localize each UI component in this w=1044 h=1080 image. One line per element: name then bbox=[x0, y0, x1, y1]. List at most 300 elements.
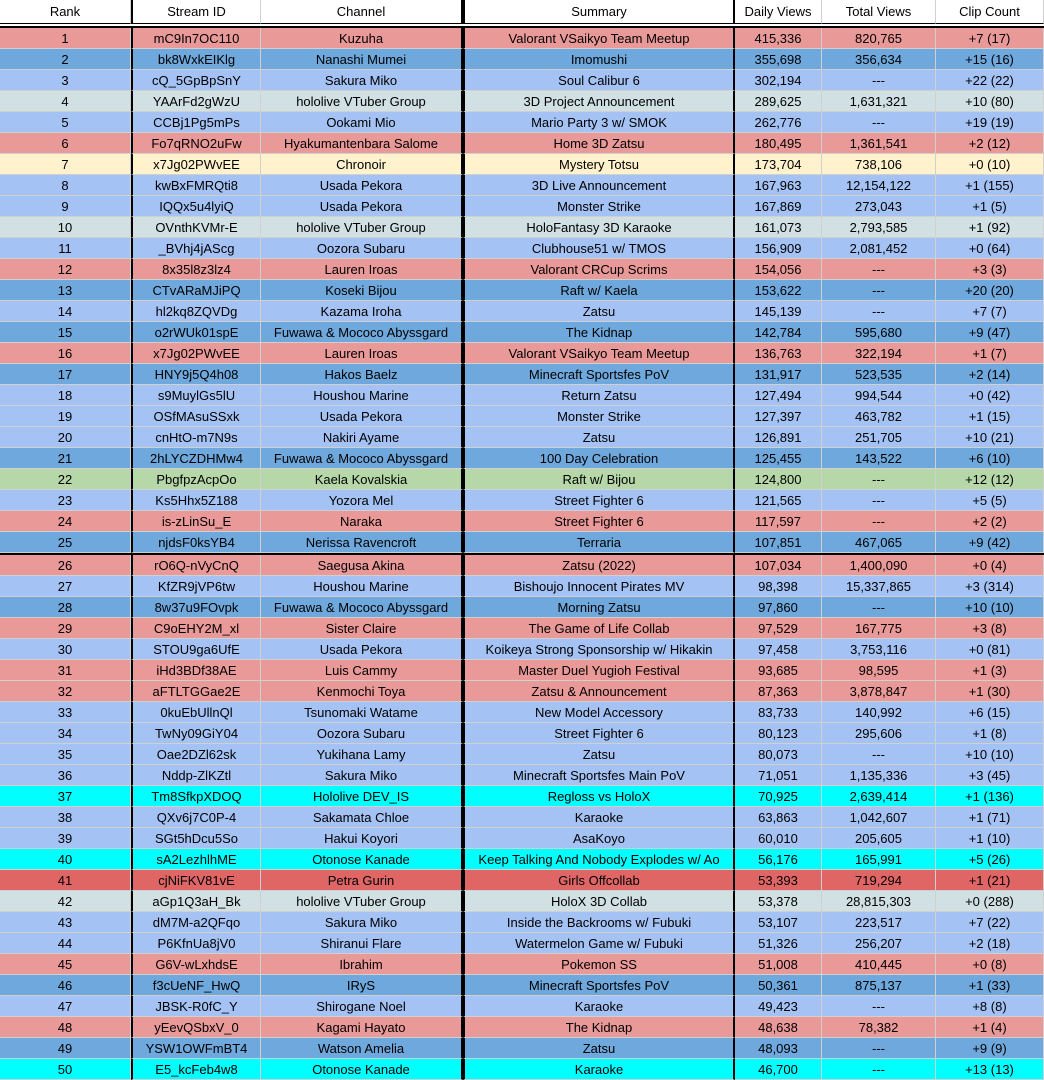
summary-cell[interactable]: Bishoujo Innocent Pirates MV bbox=[463, 576, 735, 597]
total-views-cell[interactable]: 15,337,865 bbox=[822, 576, 936, 597]
stream-id-cell[interactable]: 8w37u9FOvpk bbox=[131, 597, 261, 618]
daily-views-cell[interactable]: 117,597 bbox=[735, 511, 822, 532]
channel-cell[interactable]: hololive VTuber Group bbox=[261, 891, 463, 912]
summary-cell[interactable]: Street Fighter 6 bbox=[463, 511, 735, 532]
summary-cell[interactable]: Regloss vs HoloX bbox=[463, 786, 735, 807]
daily-views-cell[interactable]: 167,869 bbox=[735, 196, 822, 217]
rank-cell[interactable]: 19 bbox=[0, 406, 131, 427]
stream-id-cell[interactable]: 8x35l8z3lz4 bbox=[131, 259, 261, 280]
channel-cell[interactable]: Fuwawa & Mococo Abyssgard bbox=[261, 597, 463, 618]
summary-cell[interactable]: HoloFantasy 3D Karaoke bbox=[463, 217, 735, 238]
total-views-cell[interactable]: 1,400,090 bbox=[822, 555, 936, 576]
total-views-cell[interactable]: 223,517 bbox=[822, 912, 936, 933]
daily-views-cell[interactable]: 97,458 bbox=[735, 639, 822, 660]
stream-id-cell[interactable]: mC9In7OC110 bbox=[131, 28, 261, 49]
clip-count-cell[interactable]: +1 (3) bbox=[936, 660, 1044, 681]
summary-cell[interactable]: Return Zatsu bbox=[463, 385, 735, 406]
daily-views-cell[interactable]: 302,194 bbox=[735, 70, 822, 91]
channel-cell[interactable]: Lauren Iroas bbox=[261, 259, 463, 280]
channel-cell[interactable]: Watson Amelia bbox=[261, 1038, 463, 1059]
clip-count-cell[interactable]: +1 (92) bbox=[936, 217, 1044, 238]
stream-id-cell[interactable]: CCBj1Pg5mPs bbox=[131, 112, 261, 133]
daily-views-cell[interactable]: 145,139 bbox=[735, 301, 822, 322]
rank-cell[interactable]: 29 bbox=[0, 618, 131, 639]
daily-views-cell[interactable]: 121,565 bbox=[735, 490, 822, 511]
rank-cell[interactable]: 8 bbox=[0, 175, 131, 196]
rank-cell[interactable]: 9 bbox=[0, 196, 131, 217]
stream-id-cell[interactable]: QXv6j7C0P-4 bbox=[131, 807, 261, 828]
total-views-cell[interactable]: 98,595 bbox=[822, 660, 936, 681]
clip-count-cell[interactable]: +12 (12) bbox=[936, 469, 1044, 490]
daily-views-cell[interactable]: 80,073 bbox=[735, 744, 822, 765]
rank-cell[interactable]: 43 bbox=[0, 912, 131, 933]
stream-id-cell[interactable]: is-zLinSu_E bbox=[131, 511, 261, 532]
summary-cell[interactable]: Street Fighter 6 bbox=[463, 723, 735, 744]
stream-id-cell[interactable]: cnHtO-m7N9s bbox=[131, 427, 261, 448]
daily-views-cell[interactable]: 107,851 bbox=[735, 532, 822, 553]
rank-cell[interactable]: 23 bbox=[0, 490, 131, 511]
daily-views-cell[interactable]: 53,107 bbox=[735, 912, 822, 933]
clip-count-cell[interactable]: +1 (30) bbox=[936, 681, 1044, 702]
clip-count-cell[interactable]: +10 (21) bbox=[936, 427, 1044, 448]
clip-count-cell[interactable]: +3 (45) bbox=[936, 765, 1044, 786]
stream-id-cell[interactable]: f3cUeNF_HwQ bbox=[131, 975, 261, 996]
channel-cell[interactable]: Luis Cammy bbox=[261, 660, 463, 681]
clip-count-cell[interactable]: +3 (314) bbox=[936, 576, 1044, 597]
summary-cell[interactable]: Zatsu (2022) bbox=[463, 555, 735, 576]
clip-count-cell[interactable]: +1 (4) bbox=[936, 1017, 1044, 1038]
rank-cell[interactable]: 18 bbox=[0, 385, 131, 406]
clip-count-cell[interactable]: +8 (8) bbox=[936, 996, 1044, 1017]
daily-views-cell[interactable]: 46,700 bbox=[735, 1059, 822, 1080]
summary-cell[interactable]: Karaoke bbox=[463, 807, 735, 828]
channel-cell[interactable]: Sakura Miko bbox=[261, 70, 463, 91]
stream-id-cell[interactable]: rO6Q-nVyCnQ bbox=[131, 555, 261, 576]
stream-id-cell[interactable]: Ks5Hhx5Z188 bbox=[131, 490, 261, 511]
stream-id-cell[interactable]: x7Jg02PWvEE bbox=[131, 343, 261, 364]
rank-cell[interactable]: 25 bbox=[0, 532, 131, 553]
stream-id-cell[interactable]: E5_kcFeb4w8 bbox=[131, 1059, 261, 1080]
daily-views-cell[interactable]: 70,925 bbox=[735, 786, 822, 807]
stream-id-cell[interactable]: njdsF0ksYB4 bbox=[131, 532, 261, 553]
channel-cell[interactable]: IRyS bbox=[261, 975, 463, 996]
summary-cell[interactable]: Raft w/ Kaela bbox=[463, 280, 735, 301]
clip-count-cell[interactable]: +7 (7) bbox=[936, 301, 1044, 322]
summary-cell[interactable]: Minecraft Sportsfes PoV bbox=[463, 364, 735, 385]
rank-cell[interactable]: 30 bbox=[0, 639, 131, 660]
summary-cell[interactable]: The Game of Life Collab bbox=[463, 618, 735, 639]
rank-cell[interactable]: 24 bbox=[0, 511, 131, 532]
clip-count-cell[interactable]: +2 (12) bbox=[936, 133, 1044, 154]
channel-cell[interactable]: Sister Claire bbox=[261, 618, 463, 639]
stream-id-cell[interactable]: Fo7qRNO2uFw bbox=[131, 133, 261, 154]
total-views-cell[interactable]: --- bbox=[822, 490, 936, 511]
clip-count-cell[interactable]: +1 (155) bbox=[936, 175, 1044, 196]
rank-cell[interactable]: 40 bbox=[0, 849, 131, 870]
channel-cell[interactable]: Tsunomaki Watame bbox=[261, 702, 463, 723]
daily-views-cell[interactable]: 71,051 bbox=[735, 765, 822, 786]
total-views-cell[interactable]: --- bbox=[822, 280, 936, 301]
total-views-cell[interactable]: 1,631,321 bbox=[822, 91, 936, 112]
daily-views-cell[interactable]: 80,123 bbox=[735, 723, 822, 744]
rank-cell[interactable]: 35 bbox=[0, 744, 131, 765]
stream-id-cell[interactable]: STOU9ga6UfE bbox=[131, 639, 261, 660]
clip-count-cell[interactable]: +3 (3) bbox=[936, 259, 1044, 280]
stream-id-cell[interactable]: dM7M-a2QFqo bbox=[131, 912, 261, 933]
total-views-cell[interactable]: 410,445 bbox=[822, 954, 936, 975]
daily-views-cell[interactable]: 262,776 bbox=[735, 112, 822, 133]
stream-id-cell[interactable]: SGt5hDcu5So bbox=[131, 828, 261, 849]
daily-views-cell[interactable]: 93,685 bbox=[735, 660, 822, 681]
summary-cell[interactable]: 3D Live Announcement bbox=[463, 175, 735, 196]
channel-cell[interactable]: Kuzuha bbox=[261, 28, 463, 49]
stream-id-cell[interactable]: TwNy09GiY04 bbox=[131, 723, 261, 744]
rank-cell[interactable]: 15 bbox=[0, 322, 131, 343]
daily-views-cell[interactable]: 98,398 bbox=[735, 576, 822, 597]
summary-cell[interactable]: Morning Zatsu bbox=[463, 597, 735, 618]
channel-cell[interactable]: Fuwawa & Mococo Abyssgard bbox=[261, 448, 463, 469]
channel-cell[interactable]: Shiranui Flare bbox=[261, 933, 463, 954]
total-views-cell[interactable]: 738,106 bbox=[822, 154, 936, 175]
daily-views-cell[interactable]: 56,176 bbox=[735, 849, 822, 870]
stream-id-cell[interactable]: yEevQSbxV_0 bbox=[131, 1017, 261, 1038]
clip-count-cell[interactable]: +1 (71) bbox=[936, 807, 1044, 828]
daily-views-cell[interactable]: 131,917 bbox=[735, 364, 822, 385]
clip-count-cell[interactable]: +1 (7) bbox=[936, 343, 1044, 364]
total-views-cell[interactable]: 2,081,452 bbox=[822, 238, 936, 259]
clip-count-cell[interactable]: +9 (9) bbox=[936, 1038, 1044, 1059]
summary-cell[interactable]: HoloX 3D Collab bbox=[463, 891, 735, 912]
channel-cell[interactable]: Ibrahim bbox=[261, 954, 463, 975]
total-views-cell[interactable]: --- bbox=[822, 1059, 936, 1080]
channel-cell[interactable]: Kaela Kovalskia bbox=[261, 469, 463, 490]
daily-views-cell[interactable]: 127,397 bbox=[735, 406, 822, 427]
clip-count-cell[interactable]: +1 (136) bbox=[936, 786, 1044, 807]
summary-cell[interactable]: 100 Day Celebration bbox=[463, 448, 735, 469]
rank-cell[interactable]: 28 bbox=[0, 597, 131, 618]
total-views-cell[interactable]: 820,765 bbox=[822, 28, 936, 49]
daily-views-cell[interactable]: 167,963 bbox=[735, 175, 822, 196]
rank-cell[interactable]: 38 bbox=[0, 807, 131, 828]
daily-views-cell[interactable]: 48,638 bbox=[735, 1017, 822, 1038]
stream-id-cell[interactable]: _BVhj4jAScg bbox=[131, 238, 261, 259]
summary-cell[interactable]: Mario Party 3 w/ SMOK bbox=[463, 112, 735, 133]
rank-cell[interactable]: 21 bbox=[0, 448, 131, 469]
stream-id-cell[interactable]: CTvARaMJiPQ bbox=[131, 280, 261, 301]
stream-id-cell[interactable]: YAArFd2gWzU bbox=[131, 91, 261, 112]
stream-id-cell[interactable]: P6KfnUa8jV0 bbox=[131, 933, 261, 954]
channel-cell[interactable]: Kenmochi Toya bbox=[261, 681, 463, 702]
daily-views-cell[interactable]: 125,455 bbox=[735, 448, 822, 469]
daily-views-cell[interactable]: 63,863 bbox=[735, 807, 822, 828]
total-views-cell[interactable]: --- bbox=[822, 996, 936, 1017]
clip-count-cell[interactable]: +15 (16) bbox=[936, 49, 1044, 70]
daily-views-cell[interactable]: 87,363 bbox=[735, 681, 822, 702]
clip-count-cell[interactable]: +1 (21) bbox=[936, 870, 1044, 891]
clip-count-cell[interactable]: +3 (8) bbox=[936, 618, 1044, 639]
total-views-cell[interactable]: 205,605 bbox=[822, 828, 936, 849]
total-views-cell[interactable]: 12,154,122 bbox=[822, 175, 936, 196]
rank-cell[interactable]: 39 bbox=[0, 828, 131, 849]
stream-id-cell[interactable]: G6V-wLxhdsE bbox=[131, 954, 261, 975]
rank-cell[interactable]: 34 bbox=[0, 723, 131, 744]
total-views-cell[interactable]: 1,042,607 bbox=[822, 807, 936, 828]
channel-cell[interactable]: Naraka bbox=[261, 511, 463, 532]
channel-cell[interactable]: Otonose Kanade bbox=[261, 1059, 463, 1080]
rank-cell[interactable]: 11 bbox=[0, 238, 131, 259]
stream-id-cell[interactable]: OSfMAsuSSxk bbox=[131, 406, 261, 427]
stream-id-cell[interactable]: KfZR9jVP6tw bbox=[131, 576, 261, 597]
rank-cell[interactable]: 27 bbox=[0, 576, 131, 597]
channel-cell[interactable]: Saegusa Akina bbox=[261, 555, 463, 576]
total-views-cell[interactable]: --- bbox=[822, 597, 936, 618]
daily-views-cell[interactable]: 97,860 bbox=[735, 597, 822, 618]
channel-cell[interactable]: Fuwawa & Mococo Abyssgard bbox=[261, 322, 463, 343]
total-views-cell[interactable]: 165,991 bbox=[822, 849, 936, 870]
total-views-cell[interactable]: 295,606 bbox=[822, 723, 936, 744]
header-daily-views[interactable]: Daily Views bbox=[735, 0, 822, 24]
stream-id-cell[interactable]: Nddp-ZlKZtl bbox=[131, 765, 261, 786]
clip-count-cell[interactable]: +7 (17) bbox=[936, 28, 1044, 49]
channel-cell[interactable]: Usada Pekora bbox=[261, 175, 463, 196]
stream-id-cell[interactable]: sA2LezhlhME bbox=[131, 849, 261, 870]
rank-cell[interactable]: 5 bbox=[0, 112, 131, 133]
clip-count-cell[interactable]: +20 (20) bbox=[936, 280, 1044, 301]
summary-cell[interactable]: Clubhouse51 w/ TMOS bbox=[463, 238, 735, 259]
channel-cell[interactable]: hololive VTuber Group bbox=[261, 91, 463, 112]
stream-id-cell[interactable]: cjNiFKV81vE bbox=[131, 870, 261, 891]
daily-views-cell[interactable]: 53,393 bbox=[735, 870, 822, 891]
summary-cell[interactable]: Keep Talking And Nobody Explodes w/ Ao bbox=[463, 849, 735, 870]
header-total-views[interactable]: Total Views bbox=[822, 0, 936, 24]
channel-cell[interactable]: Nanashi Mumei bbox=[261, 49, 463, 70]
summary-cell[interactable]: Minecraft Sportsfes PoV bbox=[463, 975, 735, 996]
rank-cell[interactable]: 14 bbox=[0, 301, 131, 322]
channel-cell[interactable]: Nakiri Ayame bbox=[261, 427, 463, 448]
stream-id-cell[interactable]: 2hLYCZDHMw4 bbox=[131, 448, 261, 469]
clip-count-cell[interactable]: +5 (26) bbox=[936, 849, 1044, 870]
summary-cell[interactable]: Zatsu bbox=[463, 1038, 735, 1059]
daily-views-cell[interactable]: 173,704 bbox=[735, 154, 822, 175]
channel-cell[interactable]: Nerissa Ravencroft bbox=[261, 532, 463, 553]
rank-cell[interactable]: 46 bbox=[0, 975, 131, 996]
total-views-cell[interactable]: 78,382 bbox=[822, 1017, 936, 1038]
channel-cell[interactable]: Hololive DEV_IS bbox=[261, 786, 463, 807]
channel-cell[interactable]: Sakura Miko bbox=[261, 765, 463, 786]
stream-id-cell[interactable]: Oae2DZl62sk bbox=[131, 744, 261, 765]
summary-cell[interactable]: Monster Strike bbox=[463, 406, 735, 427]
total-views-cell[interactable]: 167,775 bbox=[822, 618, 936, 639]
stream-id-cell[interactable]: YSW1OWFmBT4 bbox=[131, 1038, 261, 1059]
clip-count-cell[interactable]: +9 (42) bbox=[936, 532, 1044, 553]
summary-cell[interactable]: Zatsu bbox=[463, 301, 735, 322]
daily-views-cell[interactable]: 60,010 bbox=[735, 828, 822, 849]
stream-id-cell[interactable]: kwBxFMRQti8 bbox=[131, 175, 261, 196]
rank-cell[interactable]: 13 bbox=[0, 280, 131, 301]
rank-cell[interactable]: 32 bbox=[0, 681, 131, 702]
channel-cell[interactable]: Ookami Mio bbox=[261, 112, 463, 133]
clip-count-cell[interactable]: +1 (8) bbox=[936, 723, 1044, 744]
summary-cell[interactable]: Street Fighter 6 bbox=[463, 490, 735, 511]
channel-cell[interactable]: Kagami Hayato bbox=[261, 1017, 463, 1038]
summary-cell[interactable]: The Kidnap bbox=[463, 1017, 735, 1038]
stream-id-cell[interactable]: iHd3BDf38AE bbox=[131, 660, 261, 681]
rank-cell[interactable]: 48 bbox=[0, 1017, 131, 1038]
channel-cell[interactable]: Chronoir bbox=[261, 154, 463, 175]
summary-cell[interactable]: Valorant CRCup Scrims bbox=[463, 259, 735, 280]
total-views-cell[interactable]: 595,680 bbox=[822, 322, 936, 343]
rank-cell[interactable]: 41 bbox=[0, 870, 131, 891]
channel-cell[interactable]: Houshou Marine bbox=[261, 576, 463, 597]
summary-cell[interactable]: Watermelon Game w/ Fubuki bbox=[463, 933, 735, 954]
summary-cell[interactable]: Home 3D Zatsu bbox=[463, 133, 735, 154]
channel-cell[interactable]: Shirogane Noel bbox=[261, 996, 463, 1017]
total-views-cell[interactable]: 3,878,847 bbox=[822, 681, 936, 702]
channel-cell[interactable]: Kazama Iroha bbox=[261, 301, 463, 322]
clip-count-cell[interactable]: +10 (80) bbox=[936, 91, 1044, 112]
stream-id-cell[interactable]: x7Jg02PWvEE bbox=[131, 154, 261, 175]
daily-views-cell[interactable]: 51,008 bbox=[735, 954, 822, 975]
rank-cell[interactable]: 50 bbox=[0, 1059, 131, 1080]
rank-cell[interactable]: 45 bbox=[0, 954, 131, 975]
daily-views-cell[interactable]: 48,093 bbox=[735, 1038, 822, 1059]
daily-views-cell[interactable]: 107,034 bbox=[735, 555, 822, 576]
total-views-cell[interactable]: 322,194 bbox=[822, 343, 936, 364]
rank-cell[interactable]: 42 bbox=[0, 891, 131, 912]
daily-views-cell[interactable]: 136,763 bbox=[735, 343, 822, 364]
total-views-cell[interactable]: 251,705 bbox=[822, 427, 936, 448]
daily-views-cell[interactable]: 180,495 bbox=[735, 133, 822, 154]
clip-count-cell[interactable]: +10 (10) bbox=[936, 597, 1044, 618]
rank-cell[interactable]: 47 bbox=[0, 996, 131, 1017]
rank-cell[interactable]: 36 bbox=[0, 765, 131, 786]
rank-cell[interactable]: 3 bbox=[0, 70, 131, 91]
channel-cell[interactable]: Yozora Mel bbox=[261, 490, 463, 511]
summary-cell[interactable]: Koikeya Strong Sponsorship w/ Hikakin bbox=[463, 639, 735, 660]
total-views-cell[interactable]: 256,207 bbox=[822, 933, 936, 954]
clip-count-cell[interactable]: +2 (14) bbox=[936, 364, 1044, 385]
daily-views-cell[interactable]: 124,800 bbox=[735, 469, 822, 490]
total-views-cell[interactable]: 523,535 bbox=[822, 364, 936, 385]
summary-cell[interactable]: Master Duel Yugioh Festival bbox=[463, 660, 735, 681]
summary-cell[interactable]: Zatsu & Announcement bbox=[463, 681, 735, 702]
rank-cell[interactable]: 37 bbox=[0, 786, 131, 807]
clip-count-cell[interactable]: +1 (5) bbox=[936, 196, 1044, 217]
daily-views-cell[interactable]: 289,625 bbox=[735, 91, 822, 112]
summary-cell[interactable]: AsaKoyo bbox=[463, 828, 735, 849]
channel-cell[interactable]: Usada Pekora bbox=[261, 639, 463, 660]
clip-count-cell[interactable]: +0 (8) bbox=[936, 954, 1044, 975]
summary-cell[interactable]: Raft w/ Bijou bbox=[463, 469, 735, 490]
rank-cell[interactable]: 31 bbox=[0, 660, 131, 681]
total-views-cell[interactable]: 463,782 bbox=[822, 406, 936, 427]
total-views-cell[interactable]: --- bbox=[822, 259, 936, 280]
stream-id-cell[interactable]: IQQx5u4lyiQ bbox=[131, 196, 261, 217]
daily-views-cell[interactable]: 142,784 bbox=[735, 322, 822, 343]
clip-count-cell[interactable]: +22 (22) bbox=[936, 70, 1044, 91]
header-rank[interactable]: Rank bbox=[0, 0, 131, 24]
summary-cell[interactable]: Inside the Backrooms w/ Fubuki bbox=[463, 912, 735, 933]
total-views-cell[interactable]: 28,815,303 bbox=[822, 891, 936, 912]
clip-count-cell[interactable]: +7 (22) bbox=[936, 912, 1044, 933]
header-channel[interactable]: Channel bbox=[261, 0, 463, 24]
rank-cell[interactable]: 44 bbox=[0, 933, 131, 954]
summary-cell[interactable]: Pokemon SS bbox=[463, 954, 735, 975]
daily-views-cell[interactable]: 51,326 bbox=[735, 933, 822, 954]
total-views-cell[interactable]: 994,544 bbox=[822, 385, 936, 406]
summary-cell[interactable]: Zatsu bbox=[463, 427, 735, 448]
summary-cell[interactable]: Minecraft Sportsfes Main PoV bbox=[463, 765, 735, 786]
daily-views-cell[interactable]: 127,494 bbox=[735, 385, 822, 406]
total-views-cell[interactable]: --- bbox=[822, 70, 936, 91]
total-views-cell[interactable]: 3,753,116 bbox=[822, 639, 936, 660]
summary-cell[interactable]: Girls Offcollab bbox=[463, 870, 735, 891]
total-views-cell[interactable]: 467,065 bbox=[822, 532, 936, 553]
summary-cell[interactable]: Karaoke bbox=[463, 1059, 735, 1080]
summary-cell[interactable]: New Model Accessory bbox=[463, 702, 735, 723]
total-views-cell[interactable]: 143,522 bbox=[822, 448, 936, 469]
summary-cell[interactable]: 3D Project Announcement bbox=[463, 91, 735, 112]
daily-views-cell[interactable]: 83,733 bbox=[735, 702, 822, 723]
channel-cell[interactable]: Houshou Marine bbox=[261, 385, 463, 406]
rank-cell[interactable]: 7 bbox=[0, 154, 131, 175]
clip-count-cell[interactable]: +6 (15) bbox=[936, 702, 1044, 723]
total-views-cell[interactable]: 1,361,541 bbox=[822, 133, 936, 154]
summary-cell[interactable]: Valorant VSaikyo Team Meetup bbox=[463, 343, 735, 364]
clip-count-cell[interactable]: +2 (18) bbox=[936, 933, 1044, 954]
total-views-cell[interactable]: 719,294 bbox=[822, 870, 936, 891]
channel-cell[interactable]: Oozora Subaru bbox=[261, 238, 463, 259]
total-views-cell[interactable]: 2,793,585 bbox=[822, 217, 936, 238]
stream-id-cell[interactable]: HNY9j5Q4h08 bbox=[131, 364, 261, 385]
total-views-cell[interactable]: --- bbox=[822, 301, 936, 322]
channel-cell[interactable]: Usada Pekora bbox=[261, 196, 463, 217]
clip-count-cell[interactable]: +10 (10) bbox=[936, 744, 1044, 765]
channel-cell[interactable]: Otonose Kanade bbox=[261, 849, 463, 870]
channel-cell[interactable]: Hakui Koyori bbox=[261, 828, 463, 849]
stream-id-cell[interactable]: Tm8SfkpXDOQ bbox=[131, 786, 261, 807]
daily-views-cell[interactable]: 355,698 bbox=[735, 49, 822, 70]
rank-cell[interactable]: 20 bbox=[0, 427, 131, 448]
header-clip-count[interactable]: Clip Count bbox=[936, 0, 1044, 24]
rank-cell[interactable]: 1 bbox=[0, 28, 131, 49]
summary-cell[interactable]: The Kidnap bbox=[463, 322, 735, 343]
stream-id-cell[interactable]: aFTLTGGae2E bbox=[131, 681, 261, 702]
stream-id-cell[interactable]: C9oEHY2M_xl bbox=[131, 618, 261, 639]
channel-cell[interactable]: Koseki Bijou bbox=[261, 280, 463, 301]
total-views-cell[interactable]: --- bbox=[822, 1038, 936, 1059]
summary-cell[interactable]: Monster Strike bbox=[463, 196, 735, 217]
channel-cell[interactable]: Oozora Subaru bbox=[261, 723, 463, 744]
daily-views-cell[interactable]: 154,056 bbox=[735, 259, 822, 280]
rank-cell[interactable]: 26 bbox=[0, 555, 131, 576]
stream-id-cell[interactable]: OVnthKVMr-E bbox=[131, 217, 261, 238]
clip-count-cell[interactable]: +1 (10) bbox=[936, 828, 1044, 849]
rank-cell[interactable]: 10 bbox=[0, 217, 131, 238]
summary-cell[interactable]: Mystery Totsu bbox=[463, 154, 735, 175]
rank-cell[interactable]: 33 bbox=[0, 702, 131, 723]
clip-count-cell[interactable]: +0 (10) bbox=[936, 154, 1044, 175]
total-views-cell[interactable]: 273,043 bbox=[822, 196, 936, 217]
daily-views-cell[interactable]: 50,361 bbox=[735, 975, 822, 996]
total-views-cell[interactable]: 1,135,336 bbox=[822, 765, 936, 786]
daily-views-cell[interactable]: 126,891 bbox=[735, 427, 822, 448]
daily-views-cell[interactable]: 161,073 bbox=[735, 217, 822, 238]
total-views-cell[interactable]: 356,634 bbox=[822, 49, 936, 70]
channel-cell[interactable]: Yukihana Lamy bbox=[261, 744, 463, 765]
daily-views-cell[interactable]: 53,378 bbox=[735, 891, 822, 912]
stream-id-cell[interactable]: PbgfpzAcpOo bbox=[131, 469, 261, 490]
